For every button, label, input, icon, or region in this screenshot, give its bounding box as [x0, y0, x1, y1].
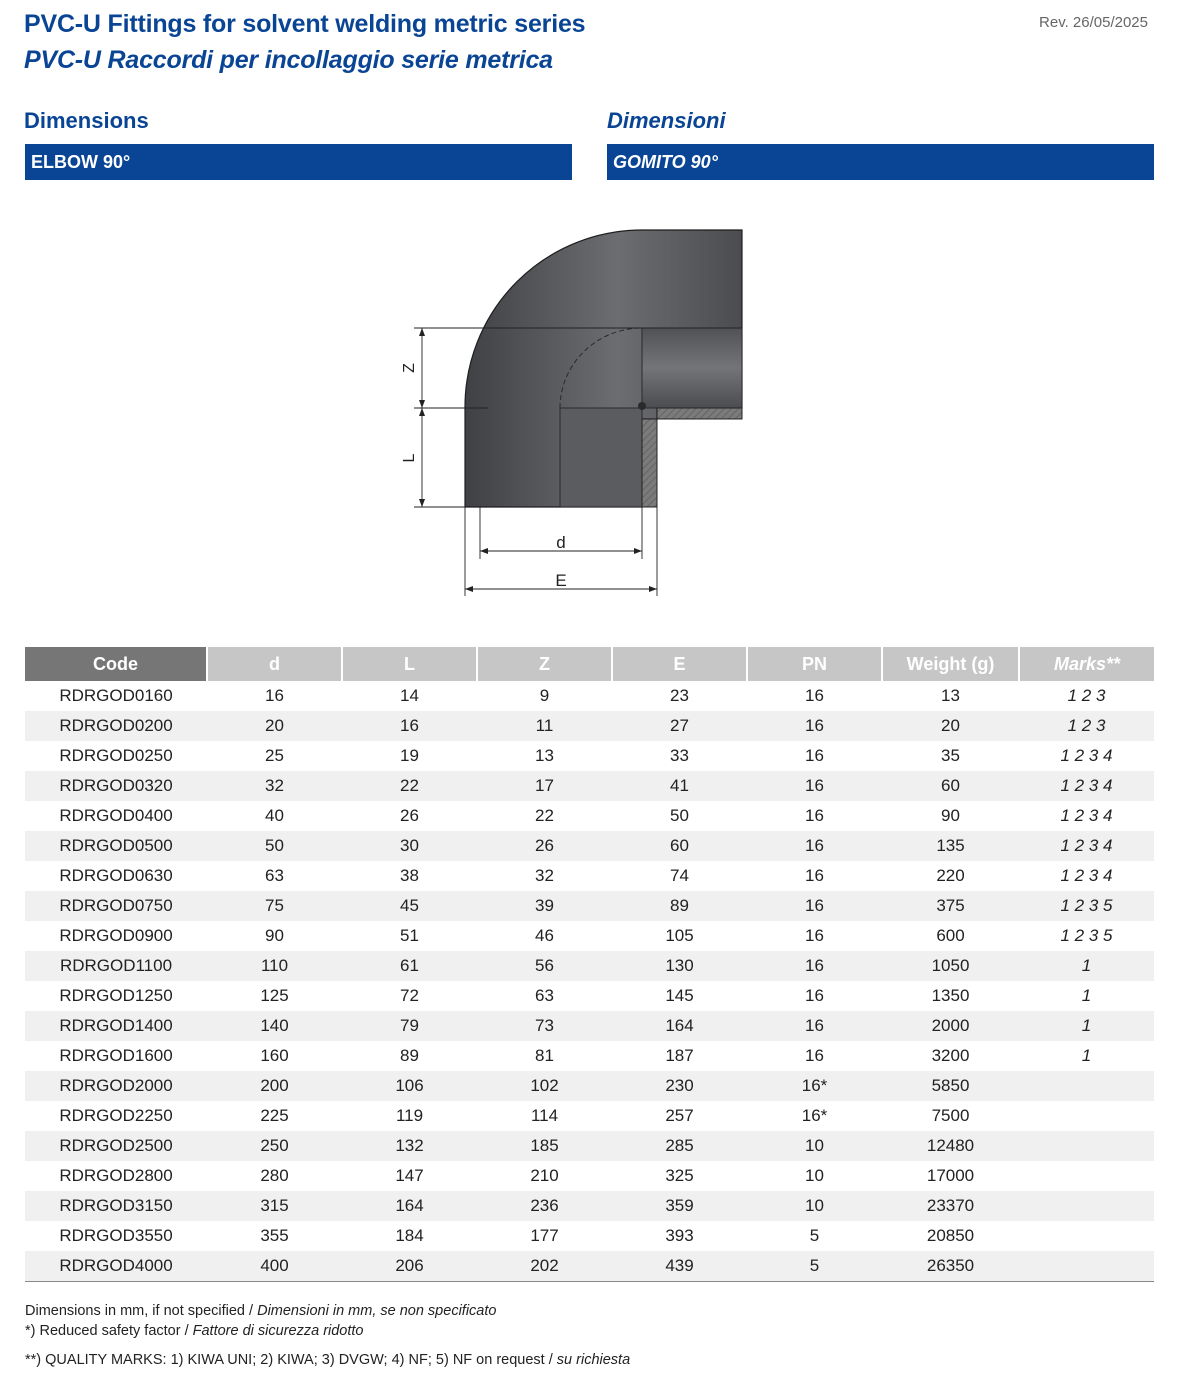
table-cell: 26 — [477, 831, 612, 861]
table-cell: 16 — [747, 771, 882, 801]
column-header: Marks** — [1019, 647, 1154, 681]
table-cell: 400 — [207, 1251, 342, 1282]
table-cell: 16 — [805, 806, 824, 825]
table-cell: 164 — [342, 1191, 477, 1221]
table-cell: 160 — [260, 1046, 289, 1065]
table-cell: 16 — [805, 686, 824, 705]
table-cell: 26 — [400, 806, 419, 825]
table-cell: RDRGOD1100 — [25, 951, 207, 981]
table-row — [25, 1221, 1154, 1251]
table-cell: 17000 — [926, 1166, 975, 1185]
table-cell: 393 — [665, 1226, 694, 1245]
table-cell: 202 — [477, 1251, 612, 1282]
table-cell: 145 — [665, 986, 694, 1005]
revision-date: Rev. 26/05/2025 — [1039, 14, 1148, 31]
table-cell: 1 — [1019, 1011, 1154, 1041]
table-cell: 20 — [882, 711, 1019, 741]
table-cell: 89 — [400, 1046, 419, 1065]
table-cell: 105 — [665, 926, 694, 945]
table-cell: 16* — [747, 1071, 882, 1101]
table-cell: 74 — [670, 866, 689, 885]
product-bar-it: GOMITO 90° — [607, 144, 1154, 180]
table-cell: 16 — [265, 686, 284, 705]
table-cell: 132 — [342, 1131, 477, 1161]
dim-label-z: Z — [401, 363, 418, 373]
table-cell: 16* — [801, 1106, 828, 1125]
table-cell: RDRGOD3150 — [25, 1191, 207, 1221]
table-cell: 63 — [535, 986, 554, 1005]
table-cell: 19 — [400, 746, 419, 765]
table-cell: 3200 — [931, 1046, 970, 1065]
table-cell: 206 — [342, 1251, 477, 1282]
table-cell: RDRGOD3550 — [59, 1226, 173, 1245]
table-row — [25, 921, 1154, 951]
table-cell: RDRGOD0320 — [25, 771, 207, 801]
table-cell: 16 — [747, 1011, 882, 1041]
table-cell: 315 — [207, 1191, 342, 1221]
column-header: Z — [477, 647, 612, 681]
table-cell: 23370 — [882, 1191, 1019, 1221]
table-cell: 1 2 3 — [1019, 711, 1154, 741]
table-cell: 250 — [207, 1131, 342, 1161]
table-cell: 23 — [670, 686, 689, 705]
table-cell: 81 — [535, 1046, 554, 1065]
table-cell: 13 — [941, 686, 960, 705]
table-cell: RDRGOD1400 — [25, 1011, 207, 1041]
table-cell: 225 — [260, 1106, 289, 1125]
table-cell: 25 — [265, 746, 284, 765]
table-cell: 110 — [207, 951, 342, 981]
table-cell: 17 — [477, 771, 612, 801]
table-cell: 1 2 3 4 — [1019, 831, 1154, 861]
table-cell: 50 — [670, 806, 689, 825]
footnote-safety: *) Reduced safety factor / Fattore di sicurezza ridotto — [25, 1323, 364, 1339]
footnotes — [25, 1301, 630, 1370]
table-cell: 20 — [207, 711, 342, 741]
table-cell: 1 — [1081, 986, 1092, 1005]
table-cell: 16 — [747, 951, 882, 981]
table-cell: 1 2 3 4 — [1060, 866, 1113, 885]
table-row — [25, 1131, 1154, 1161]
table-cell: 16 — [805, 866, 824, 885]
table-cell: 16 — [805, 926, 824, 945]
table-cell: RDRGOD0900 — [59, 926, 173, 945]
table-cell: RDRGOD0400 — [59, 806, 173, 825]
table-cell: 32 — [207, 771, 342, 801]
table-cell: 16 — [747, 831, 882, 861]
dim-label-l: L — [401, 453, 418, 463]
table-cell: 90 — [265, 926, 284, 945]
table-cell — [1019, 1191, 1154, 1221]
table-cell: 5 — [747, 1251, 882, 1282]
table-cell: 11 — [477, 711, 612, 741]
table-cell: 9 — [539, 686, 550, 705]
table-cell — [1019, 1221, 1154, 1251]
table-cell: 20850 — [926, 1226, 975, 1245]
column-header: L — [342, 647, 477, 681]
table-cell: 46 — [535, 926, 554, 945]
table-cell: 73 — [477, 1011, 612, 1041]
table-cell: RDRGOD2500 — [25, 1131, 207, 1161]
table-cell: RDRGOD0630 — [59, 866, 173, 885]
table-cell: 147 — [395, 1166, 424, 1185]
table-cell — [1019, 1161, 1154, 1191]
table-cell: 50 — [207, 831, 342, 861]
table-cell: 1 2 3 4 — [1019, 771, 1154, 801]
table-cell: 26350 — [882, 1251, 1019, 1282]
table-row — [25, 1161, 1154, 1191]
table-cell: 16 — [747, 891, 882, 921]
table-cell: 89 — [612, 891, 747, 921]
table-cell: 32 — [535, 866, 554, 885]
table-cell: 1 2 3 5 — [1019, 891, 1154, 921]
table-cell: 106 — [342, 1071, 477, 1101]
table-cell: 125 — [260, 986, 289, 1005]
table-cell: 75 — [207, 891, 342, 921]
table-cell: 39 — [477, 891, 612, 921]
table-cell: RDRGOD1600 — [59, 1046, 173, 1065]
table-cell — [1019, 1071, 1154, 1101]
table-cell: 114 — [530, 1106, 559, 1125]
page-title-en: PVC-U Fittings for solvent welding metric series — [24, 10, 586, 38]
table-row — [25, 951, 1154, 981]
table-cell: 60 — [612, 831, 747, 861]
product-bar-en: ELBOW 90° — [25, 144, 572, 180]
table-cell: 210 — [530, 1166, 559, 1185]
table-cell: 16 — [805, 1046, 824, 1065]
table-cell: 22 — [342, 771, 477, 801]
table-cell: RDRGOD0500 — [25, 831, 207, 861]
dim-label-e: E — [555, 571, 567, 590]
table-cell: 16 — [805, 986, 824, 1005]
table-cell: 12480 — [882, 1131, 1019, 1161]
table-cell: 130 — [612, 951, 747, 981]
table-cell: 60 — [882, 771, 1019, 801]
table-row — [25, 711, 1154, 741]
section-heading-it: Dimensioni — [607, 108, 726, 133]
table-cell: 1 2 3 4 — [1060, 746, 1113, 765]
table-row — [25, 981, 1154, 1011]
table-cell: 1 — [1019, 951, 1154, 981]
table-cell: 2000 — [882, 1011, 1019, 1041]
table-row — [25, 1101, 1154, 1131]
table-cell: 7500 — [931, 1106, 970, 1125]
dim-label-d: d — [556, 533, 566, 552]
section-cut — [642, 408, 742, 507]
table-row — [25, 681, 1154, 711]
table-row — [25, 891, 1154, 921]
table-cell: RDRGOD1250 — [59, 986, 173, 1005]
page-title-it: PVC-U Raccordi per incollaggio serie metrica — [24, 46, 553, 74]
table-cell: 79 — [342, 1011, 477, 1041]
table-cell: 45 — [342, 891, 477, 921]
table-cell: 177 — [530, 1226, 559, 1245]
table-cell: 5850 — [882, 1071, 1019, 1101]
column-header: Code — [25, 647, 207, 681]
table-cell: RDRGOD0200 — [25, 711, 207, 741]
table-cell: RDRGOD2250 — [59, 1106, 173, 1125]
table-cell: 10 — [747, 1131, 882, 1161]
table-row — [25, 1041, 1154, 1071]
column-header: Weight (g) — [882, 647, 1019, 681]
table-cell — [1019, 1251, 1154, 1282]
table-cell: RDRGOD0160 — [59, 686, 173, 705]
table-cell: 16 — [747, 711, 882, 741]
table-cell: 13 — [535, 746, 554, 765]
table-cell: 184 — [395, 1226, 424, 1245]
table-cell: 257 — [665, 1106, 694, 1125]
table-cell: 102 — [477, 1071, 612, 1101]
table-cell: 439 — [612, 1251, 747, 1282]
table-cell: RDRGOD0750 — [25, 891, 207, 921]
table-cell: 38 — [400, 866, 419, 885]
table-cell: 1 2 3 5 — [1060, 926, 1113, 945]
table-cell: 220 — [936, 866, 965, 885]
table-cell: 33 — [670, 746, 689, 765]
table-cell: 27 — [612, 711, 747, 741]
column-header: PN — [747, 647, 882, 681]
table-cell: 51 — [400, 926, 419, 945]
table-cell: 16 — [342, 711, 477, 741]
table-cell: 41 — [612, 771, 747, 801]
dimensions-table — [25, 647, 1154, 1282]
table-cell: RDRGOD2800 — [59, 1166, 173, 1185]
table-cell: 35 — [941, 746, 960, 765]
table-cell: 119 — [395, 1106, 424, 1125]
table-cell: 1050 — [882, 951, 1019, 981]
table-cell: 375 — [882, 891, 1019, 921]
table-row — [25, 831, 1154, 861]
table-row — [25, 801, 1154, 831]
table-cell: 61 — [342, 951, 477, 981]
table-header-row — [25, 647, 1154, 681]
table-cell: 280 — [260, 1166, 289, 1185]
table-cell: 14 — [400, 686, 419, 705]
table-cell: 1 2 3 4 — [1060, 806, 1113, 825]
table-cell: 359 — [612, 1191, 747, 1221]
table-cell: 1350 — [931, 986, 970, 1005]
table-cell: 600 — [936, 926, 965, 945]
table-cell: 56 — [477, 951, 612, 981]
table-cell: 63 — [265, 866, 284, 885]
table-cell: 185 — [477, 1131, 612, 1161]
table-cell: 236 — [477, 1191, 612, 1221]
table-row — [25, 1071, 1154, 1101]
footnote-quality-marks: **) QUALITY MARKS: 1) KIWA UNI; 2) KIWA; 3) DVGW; 4) NF; 5) NF on request / su richiesta — [25, 1352, 631, 1368]
table-cell: RDRGOD2000 — [25, 1071, 207, 1101]
table-cell: 30 — [342, 831, 477, 861]
table-cell: 285 — [612, 1131, 747, 1161]
table-cell — [1019, 1101, 1154, 1131]
table-cell: 135 — [882, 831, 1019, 861]
table-cell: 140 — [207, 1011, 342, 1041]
table-row — [25, 1191, 1154, 1221]
table-cell: 230 — [612, 1071, 747, 1101]
table-cell: 90 — [941, 806, 960, 825]
table-cell: 10 — [747, 1191, 882, 1221]
table-cell: RDRGOD4000 — [25, 1251, 207, 1282]
table-cell: RDRGOD0250 — [59, 746, 173, 765]
column-header: E — [612, 647, 747, 681]
table-cell: 10 — [805, 1166, 824, 1185]
table-cell: 16 — [805, 746, 824, 765]
table-cell — [1019, 1131, 1154, 1161]
table-row — [25, 1011, 1154, 1041]
table-cell: 187 — [665, 1046, 694, 1065]
table-cell: 72 — [400, 986, 419, 1005]
table-cell: 40 — [265, 806, 284, 825]
table-row — [25, 861, 1154, 891]
table-cell: 164 — [612, 1011, 747, 1041]
table-row — [25, 1251, 1154, 1282]
horizontal-socket — [642, 328, 742, 408]
section-heading-en: Dimensions — [24, 108, 149, 133]
table-cell: 355 — [260, 1226, 289, 1245]
footnote-units: Dimensions in mm, if not specified / Dimensioni in mm, se non specificato — [25, 1303, 497, 1319]
table-cell: 22 — [535, 806, 554, 825]
column-header: d — [207, 647, 342, 681]
table-cell: 325 — [665, 1166, 694, 1185]
table-cell: 200 — [207, 1071, 342, 1101]
table-row — [25, 771, 1154, 801]
elbow-technical-drawing — [380, 222, 800, 607]
table-row — [25, 741, 1154, 771]
table-cell: 1 — [1081, 1046, 1092, 1065]
table-cell: 5 — [809, 1226, 820, 1245]
vertical-socket — [560, 408, 642, 507]
table-cell: 1 2 3 — [1067, 686, 1106, 705]
